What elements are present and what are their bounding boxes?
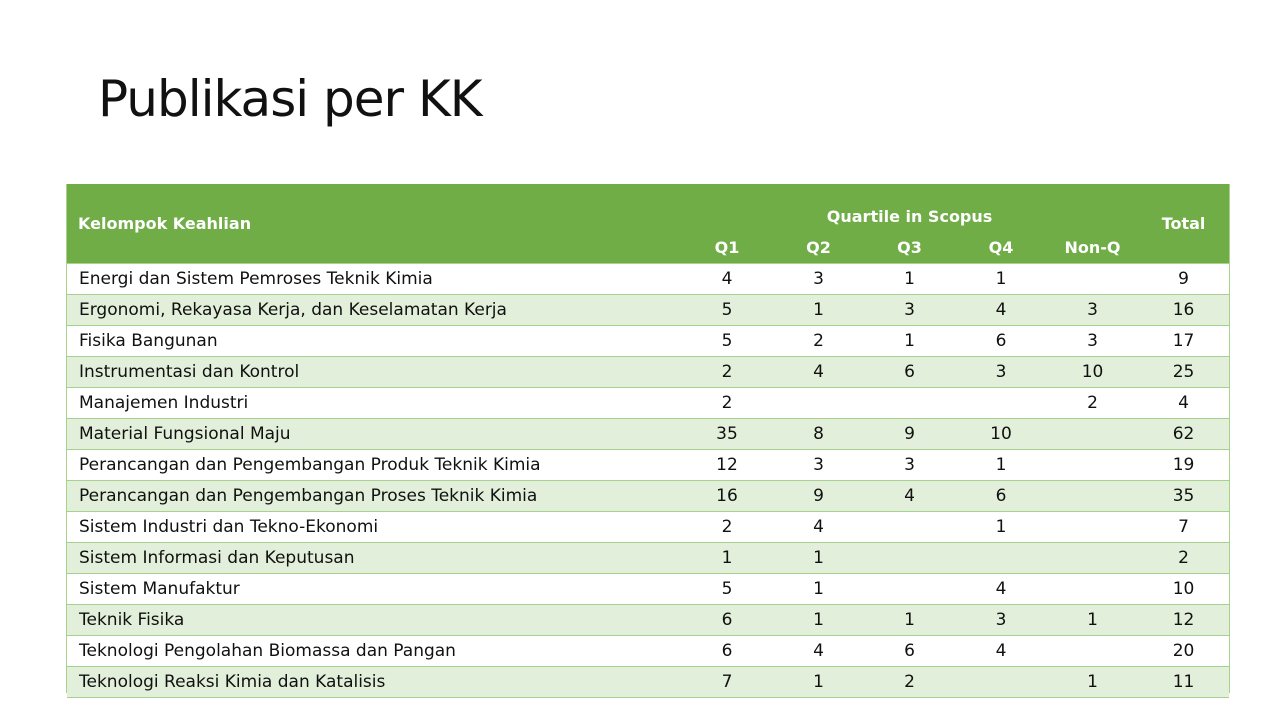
kk-name-cell: Sistem Manufaktur (67, 574, 681, 605)
total-cell: 35 (1138, 481, 1229, 512)
header-q2: Q2 (773, 232, 864, 264)
total-cell: 20 (1138, 636, 1229, 667)
kk-name-cell: Teknologi Reaksi Kimia dan Katalisis (67, 667, 681, 698)
q2-cell: 3 (773, 264, 864, 295)
q4-cell: 4 (955, 574, 1047, 605)
q3-cell: 6 (864, 357, 955, 388)
q3-cell (864, 512, 955, 543)
q3-cell: 1 (864, 264, 955, 295)
table-row (67, 357, 1229, 388)
table-row (67, 419, 1229, 450)
q2-cell: 1 (773, 574, 864, 605)
q4-cell: 1 (955, 450, 1047, 481)
q4-cell: 6 (955, 481, 1047, 512)
table-row (67, 295, 1229, 326)
q4-cell: 4 (955, 295, 1047, 326)
non-q-cell (1047, 450, 1138, 481)
q4-cell: 10 (955, 419, 1047, 450)
total-cell: 16 (1138, 295, 1229, 326)
q1-cell: 4 (681, 264, 773, 295)
header-q4: Q4 (955, 232, 1047, 264)
q3-cell: 9 (864, 419, 955, 450)
total-cell: 7 (1138, 512, 1229, 543)
q1-cell: 2 (681, 388, 773, 419)
q1-cell: 5 (681, 574, 773, 605)
q1-cell: 2 (681, 357, 773, 388)
q1-cell: 7 (681, 667, 773, 698)
q3-cell (864, 574, 955, 605)
table-row (67, 512, 1229, 543)
publication-table (67, 184, 1229, 698)
table-row (67, 605, 1229, 636)
non-q-cell (1047, 512, 1138, 543)
q4-cell: 4 (955, 636, 1047, 667)
q2-cell: 1 (773, 605, 864, 636)
q1-cell: 5 (681, 326, 773, 357)
kk-name-cell: Energi dan Sistem Pemroses Teknik Kimia (67, 264, 681, 295)
header-non-q: Non-Q (1047, 232, 1138, 264)
total-cell: 11 (1138, 667, 1229, 698)
non-q-cell: 2 (1047, 388, 1138, 419)
q1-cell: 1 (681, 543, 773, 574)
table-row (67, 388, 1229, 419)
table-header (67, 184, 1229, 264)
q2-cell: 2 (773, 326, 864, 357)
header-quartile-in-scopus: Quartile in Scopus (681, 184, 1138, 232)
q3-cell: 3 (864, 450, 955, 481)
q4-cell: 1 (955, 264, 1047, 295)
kk-name-cell: Material Fungsional Maju (67, 419, 681, 450)
non-q-cell: 3 (1047, 326, 1138, 357)
q4-cell: 1 (955, 512, 1047, 543)
non-q-cell: 1 (1047, 605, 1138, 636)
kk-name-cell: Fisika Bangunan (67, 326, 681, 357)
kk-name-cell: Sistem Informasi dan Keputusan (67, 543, 681, 574)
q4-cell: 3 (955, 605, 1047, 636)
non-q-cell (1047, 419, 1138, 450)
q2-cell: 1 (773, 295, 864, 326)
header-kelompok-keahlian: Kelompok Keahlian (67, 184, 681, 264)
table-row (67, 264, 1229, 295)
q2-cell (773, 388, 864, 419)
total-cell: 25 (1138, 357, 1229, 388)
total-cell: 17 (1138, 326, 1229, 357)
q4-cell: 3 (955, 357, 1047, 388)
q2-cell: 8 (773, 419, 864, 450)
table-body (67, 264, 1229, 698)
total-cell: 2 (1138, 543, 1229, 574)
total-cell: 10 (1138, 574, 1229, 605)
non-q-cell: 10 (1047, 357, 1138, 388)
q1-cell: 6 (681, 636, 773, 667)
table-row (67, 326, 1229, 357)
kk-name-cell: Sistem Industri dan Tekno-Ekonomi (67, 512, 681, 543)
q4-cell (955, 388, 1047, 419)
q3-cell: 1 (864, 326, 955, 357)
q2-cell: 4 (773, 636, 864, 667)
q4-cell (955, 667, 1047, 698)
total-cell: 9 (1138, 264, 1229, 295)
total-cell: 4 (1138, 388, 1229, 419)
q4-cell (955, 543, 1047, 574)
q2-cell: 1 (773, 667, 864, 698)
kk-name-cell: Teknologi Pengolahan Biomassa dan Pangan (67, 636, 681, 667)
kk-name-cell: Perancangan dan Pengembangan Produk Teknik Kimia (67, 450, 681, 481)
q3-cell: 1 (864, 605, 955, 636)
non-q-cell: 3 (1047, 295, 1138, 326)
q1-cell: 6 (681, 605, 773, 636)
slide-title: Publikasi per KK (98, 70, 482, 128)
q1-cell: 35 (681, 419, 773, 450)
q2-cell: 4 (773, 512, 864, 543)
non-q-cell (1047, 636, 1138, 667)
q1-cell: 12 (681, 450, 773, 481)
non-q-cell (1047, 574, 1138, 605)
q3-cell: 2 (864, 667, 955, 698)
q2-cell: 3 (773, 450, 864, 481)
non-q-cell (1047, 264, 1138, 295)
table-row (67, 543, 1229, 574)
header-q1: Q1 (681, 232, 773, 264)
kk-name-cell: Teknik Fisika (67, 605, 681, 636)
q3-cell: 6 (864, 636, 955, 667)
q2-cell: 4 (773, 357, 864, 388)
table-row (67, 574, 1229, 605)
non-q-cell (1047, 481, 1138, 512)
kk-name-cell: Ergonomi, Rekayasa Kerja, dan Keselamatan Kerja (67, 295, 681, 326)
q3-cell (864, 543, 955, 574)
total-cell: 19 (1138, 450, 1229, 481)
q2-cell: 1 (773, 543, 864, 574)
q1-cell: 16 (681, 481, 773, 512)
q2-cell: 9 (773, 481, 864, 512)
kk-name-cell: Instrumentasi dan Kontrol (67, 357, 681, 388)
header-q3: Q3 (864, 232, 955, 264)
total-cell: 12 (1138, 605, 1229, 636)
q1-cell: 5 (681, 295, 773, 326)
q3-cell: 4 (864, 481, 955, 512)
table-row (67, 450, 1229, 481)
table-row (67, 636, 1229, 667)
total-cell: 62 (1138, 419, 1229, 450)
kk-name-cell: Perancangan dan Pengembangan Proses Teknik Kimia (67, 481, 681, 512)
table-row (67, 667, 1229, 698)
q3-cell (864, 388, 955, 419)
non-q-cell: 1 (1047, 667, 1138, 698)
kk-name-cell: Manajemen Industri (67, 388, 681, 419)
header-total: Total (1138, 184, 1229, 264)
table-row (67, 481, 1229, 512)
q1-cell: 2 (681, 512, 773, 543)
q3-cell: 3 (864, 295, 955, 326)
non-q-cell (1047, 543, 1138, 574)
q4-cell: 6 (955, 326, 1047, 357)
